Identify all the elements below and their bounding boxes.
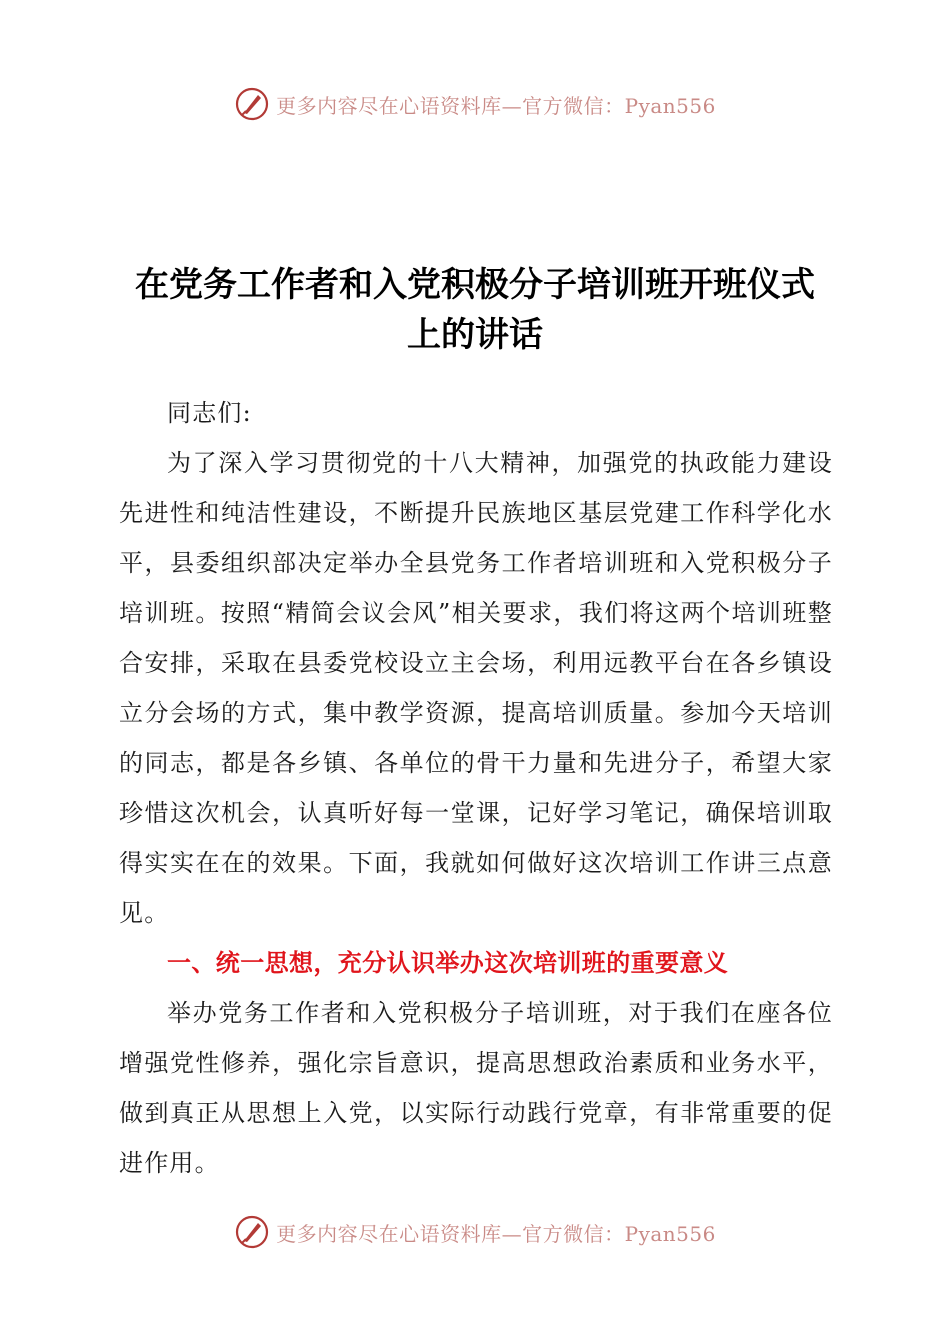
title-line-1: 在党务工作者和入党积极分子培训班开班仪式: [135, 265, 815, 305]
paragraph-1: 为了深入学习贯彻党的十八大精神，加强党的执政能力建设先进性和纯洁性建设，不断提升民族地区基层党建工作科学化水平，县委组织部决定举办全县党务工作者培训班和入党积极分子培训班。按照“精简会议会风”相关要求，我们将这两个培训班整合安排，采取在县委党校设立主会场，利用远教平台在各乡镇设立分会场的方式，集中教学资源，提高培训质量。参加今天培训的同志，都是各乡镇、各单位的骨干力量和先进分子，希望大家珍惜这次机会，认真听好每一堂课，记好学习笔记，确保培训取得实实在在的效果。下面，我就如何做好这次培训工作讲三点意见。: [119, 449, 833, 927]
document-title: [100, 260, 850, 360]
quill-pen-logo-icon: [234, 1214, 270, 1250]
salutation: 同志们:: [167, 399, 252, 427]
paragraph-2: 举办党务工作者和入党积极分子培训班，对于我们在座各位增强党性修养，强化宗旨意识，提高思想政治素质和业务水平，做到真正从思想上入党，以实际行动践行党章，有非常重要的促进作用。: [119, 999, 833, 1177]
document-body: [119, 388, 833, 1188]
watermark-text: 更多内容尽在心语资料库—官方微信：Pyan556: [276, 1221, 716, 1246]
watermark-text: 更多内容尽在心语资料库—官方微信：Pyan556: [276, 93, 716, 118]
footer-watermark: [0, 1212, 950, 1252]
header-watermark: [0, 84, 950, 124]
title-line-2: 上的讲话: [407, 315, 543, 355]
section-heading-1: 一、统一思想，充分认识举办这次培训班的重要意义: [167, 949, 729, 977]
quill-pen-logo-icon: [234, 86, 270, 122]
